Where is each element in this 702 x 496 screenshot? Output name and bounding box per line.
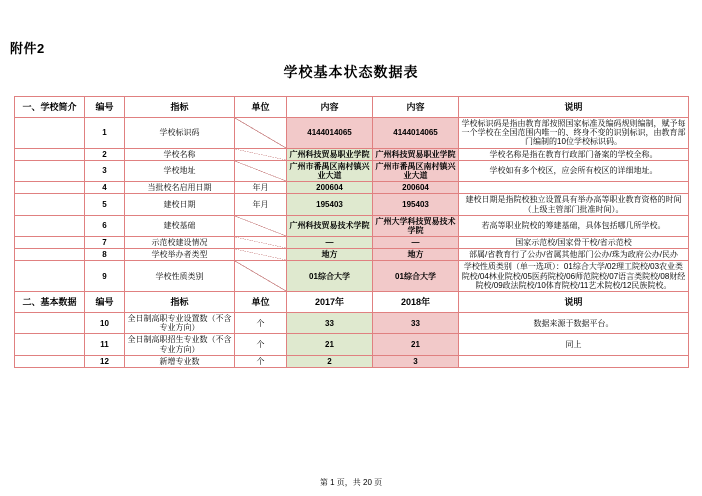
description-cell: 国家示范校/国家骨干校/省示范校	[459, 237, 689, 249]
indicator-label: 学校性质类别	[125, 261, 235, 292]
indicator-label: 学校名称	[125, 148, 235, 160]
data-table	[14, 96, 689, 368]
indicator-label: 学校举办者类型	[125, 249, 235, 261]
value-cell-col1[interactable]: 200604	[287, 182, 373, 194]
indicator-label: 建校基础	[125, 215, 235, 236]
table-header-row	[15, 292, 689, 313]
table-row	[15, 334, 689, 355]
table-header-row	[15, 97, 689, 118]
row-index: 3	[85, 160, 125, 181]
row-index: 6	[85, 215, 125, 236]
column-header: 编号	[85, 292, 125, 313]
description-cell	[459, 182, 689, 194]
value-cell-col1[interactable]: 2	[287, 355, 373, 367]
column-header: 说明	[459, 292, 689, 313]
row-spacer-cell	[15, 215, 85, 236]
value-cell-col1[interactable]: 4144014065	[287, 118, 373, 149]
value-cell-col1[interactable]: 33	[287, 313, 373, 334]
unit-cell: 年月	[235, 182, 287, 194]
row-spacer-cell	[15, 118, 85, 149]
row-index: 11	[85, 334, 125, 355]
section-title-cell: 一、学校简介	[15, 97, 85, 118]
value-cell-col2[interactable]: 4144014065	[373, 118, 459, 149]
page-title: 学校基本状态数据表	[283, 64, 419, 80]
value-cell-col2[interactable]: —	[373, 237, 459, 249]
value-cell-col1[interactable]: 01综合大学	[287, 261, 373, 292]
unit-cell	[235, 118, 287, 149]
column-header: 单位	[235, 97, 287, 118]
row-index: 10	[85, 313, 125, 334]
indicator-label: 全日制高职招生专业数（不含专业方向）	[125, 334, 235, 355]
row-index: 12	[85, 355, 125, 367]
value-cell-col1[interactable]: 地方	[287, 249, 373, 261]
unit-cell: 个	[235, 334, 287, 355]
value-cell-col1[interactable]: —	[287, 237, 373, 249]
unit-cell: 个	[235, 313, 287, 334]
table-row	[15, 237, 689, 249]
row-spacer-cell	[15, 237, 85, 249]
description-cell: 学校如有多个校区，应会所有校区的详细地址。	[459, 160, 689, 181]
value-cell-col2[interactable]: 地方	[373, 249, 459, 261]
table-row	[15, 249, 689, 261]
indicator-label: 学校标识码	[125, 118, 235, 149]
column-header: 2018年	[373, 292, 459, 313]
value-cell-col1[interactable]: 广州市番禺区南村镇兴业大道	[287, 160, 373, 181]
value-cell-col2[interactable]: 21	[373, 334, 459, 355]
value-cell-col1[interactable]: 195403	[287, 194, 373, 215]
description-cell: 部属/省教育行了公办/省属其他部门公办/珠为政府公办/民办	[459, 249, 689, 261]
description-cell: 建校日期是指院校独立设置具有举办高等职业教育资格的时间（上级主管部门批准时间）。	[459, 194, 689, 215]
description-cell: 同上	[459, 334, 689, 355]
column-header: 指标	[125, 97, 235, 118]
column-header: 单位	[235, 292, 287, 313]
value-cell-col2[interactable]: 广州科技贸易职业学院	[373, 148, 459, 160]
value-cell-col2[interactable]: 3	[373, 355, 459, 367]
unit-cell	[235, 215, 287, 236]
value-cell-col2[interactable]: 广州市番禺区南村镇兴业大道	[373, 160, 459, 181]
table-row	[15, 261, 689, 292]
indicator-label: 当批校名启用日期	[125, 182, 235, 194]
column-header: 指标	[125, 292, 235, 313]
attachment-label: 附件2	[10, 41, 45, 56]
description-cell: 学校性质类别（单一选项）：01综合大学/02理工院校/03农业类院校/04林业院校/05医药院校/06师范院校/07语言类院校/08财经院校/09政法院校/10体育院校/11艺术院校/12民族院校。	[459, 261, 689, 292]
page-footer: 第 1 页，共 20 页	[319, 478, 383, 487]
row-index: 9	[85, 261, 125, 292]
indicator-label: 新增专业数	[125, 355, 235, 367]
value-cell-col2[interactable]: 200604	[373, 182, 459, 194]
table-row	[15, 148, 689, 160]
table-row	[15, 182, 689, 194]
table-row	[15, 118, 689, 149]
table-row	[15, 160, 689, 181]
indicator-label: 建校日期	[125, 194, 235, 215]
unit-cell: 年月	[235, 194, 287, 215]
column-header: 内容	[373, 97, 459, 118]
row-index: 1	[85, 118, 125, 149]
row-index: 8	[85, 249, 125, 261]
description-cell: 数据来源于数据平台。	[459, 313, 689, 334]
row-spacer-cell	[15, 334, 85, 355]
unit-cell	[235, 148, 287, 160]
row-spacer-cell	[15, 261, 85, 292]
column-header: 2017年	[287, 292, 373, 313]
value-cell-col1[interactable]: 广州科技贸易职业学院	[287, 148, 373, 160]
value-cell-col2[interactable]: 33	[373, 313, 459, 334]
column-header: 编号	[85, 97, 125, 118]
table-row	[15, 194, 689, 215]
row-index: 2	[85, 148, 125, 160]
row-index: 5	[85, 194, 125, 215]
row-spacer-cell	[15, 313, 85, 334]
description-cell	[459, 355, 689, 367]
row-spacer-cell	[15, 182, 85, 194]
unit-cell	[235, 160, 287, 181]
value-cell-col2[interactable]: 01综合大学	[373, 261, 459, 292]
row-spacer-cell	[15, 148, 85, 160]
table-row	[15, 215, 689, 236]
row-spacer-cell	[15, 160, 85, 181]
value-cell-col1[interactable]: 广州科技贸易技术学院	[287, 215, 373, 236]
row-index: 7	[85, 237, 125, 249]
table-row	[15, 355, 689, 367]
table-row	[15, 313, 689, 334]
description-cell: 学校名称是指在教育行政部门备案的学校全称。	[459, 148, 689, 160]
value-cell-col2[interactable]: 广州大学科技贸易技术学院	[373, 215, 459, 236]
unit-cell	[235, 261, 287, 292]
indicator-label: 学校地址	[125, 160, 235, 181]
row-spacer-cell	[15, 249, 85, 261]
unit-cell	[235, 237, 287, 249]
row-index: 4	[85, 182, 125, 194]
indicator-label: 示范校建设情况	[125, 237, 235, 249]
unit-cell: 个	[235, 355, 287, 367]
value-cell-col2[interactable]: 195403	[373, 194, 459, 215]
unit-cell	[235, 249, 287, 261]
column-header: 说明	[459, 97, 689, 118]
row-spacer-cell	[15, 194, 85, 215]
description-cell: 学校标识码是指由教育部按照国家标准及编码规则编制，赋予每一个学校在全国范围内唯一的、终身不变的识别标识，由教育部门编制的10位学校标识码。	[459, 118, 689, 149]
column-header: 内容	[287, 97, 373, 118]
value-cell-col1[interactable]: 21	[287, 334, 373, 355]
section-title-cell: 二、基本数据	[15, 292, 85, 313]
indicator-label: 全日制高职专业设置数（不含专业方向）	[125, 313, 235, 334]
description-cell: 若高等职业院校的筹建基础，具体包括哪几所学校。	[459, 215, 689, 236]
row-spacer-cell	[15, 355, 85, 367]
